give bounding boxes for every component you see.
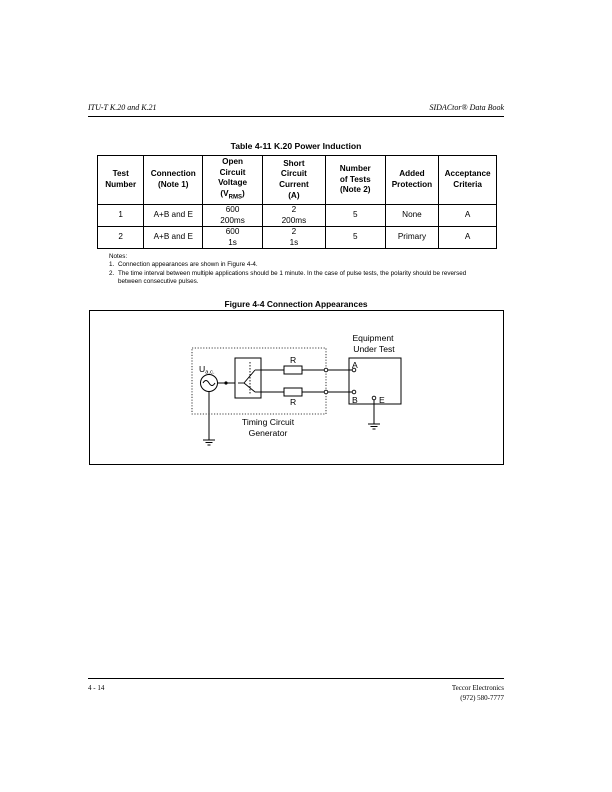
- note-item: 1. Connection appearances are shown in Figure 4-4.: [109, 261, 258, 269]
- switch-contacts: [238, 362, 261, 395]
- col-header-short-circuit-current: Short Circuit Current (A): [262, 156, 325, 205]
- power-induction-table: [97, 155, 497, 249]
- col-header-open-circuit-voltage: Open Circuit Voltage $(V_{RMS})$: [203, 156, 263, 205]
- col-header-added-protection: Added Protection: [385, 156, 439, 205]
- cell-added-protection: Primary: [385, 227, 439, 249]
- generator-terminal-b: [324, 390, 328, 394]
- cell-acceptance-criteria: A: [439, 227, 497, 249]
- table-notes: [109, 253, 489, 286]
- terminal-e-label: E: [379, 395, 385, 405]
- table-title: Table 4-11 K.20 Power Induction: [230, 141, 362, 151]
- table-header-row: [98, 156, 497, 205]
- header-rule: [88, 116, 504, 117]
- cell-acceptance-criteria: A: [439, 205, 497, 227]
- eut-terminal-e: [372, 396, 376, 400]
- ground-icon: [203, 440, 215, 445]
- company-name: Teccor Electronics: [451, 684, 504, 692]
- connection-appearances-diagram: [89, 310, 504, 465]
- cell-current: 2 1s: [262, 227, 325, 249]
- resistor-label-top: R: [290, 355, 297, 365]
- cell-number-of-tests: 5: [325, 227, 385, 249]
- col-header-acceptance-criteria: Acceptance Criteria: [439, 156, 497, 205]
- running-header-right: SIDACtor® Data Book: [429, 103, 504, 112]
- ground-icon: [368, 424, 380, 429]
- cell-test-number: 2: [98, 227, 144, 249]
- cell-voltage: 600 200ms: [203, 205, 263, 227]
- company-phone: (972) 580-7777: [460, 693, 504, 702]
- resistor-label-bottom: R: [290, 397, 297, 407]
- cell-voltage: 600 1s: [203, 227, 263, 249]
- cell-number-of-tests: 5: [325, 205, 385, 227]
- eut-terminal-b: [352, 390, 356, 394]
- note-item: 2. The time interval between multiple applications should be 1 minute. In the case of pulse tests, the polarity should be reversed between consecutive pulses.: [109, 269, 467, 285]
- resistor-top: [284, 366, 302, 374]
- footer-company: [452, 684, 504, 703]
- cell-added-protection: None: [385, 205, 439, 227]
- table-row: [98, 205, 497, 227]
- page-number: 4 - 14: [88, 684, 105, 692]
- footer-rule: [88, 678, 504, 679]
- col-header-test-number: Test Number: [98, 156, 144, 205]
- terminal-b-label: B: [352, 395, 358, 405]
- col-header-connection: Connection (Note 1): [144, 156, 203, 205]
- generator-label-line-1: Timing Circuit: [241, 417, 295, 427]
- equipment-label-line-2: Under Test: [353, 344, 395, 354]
- terminal-a-label: A: [352, 360, 358, 370]
- notes-label: Notes:: [109, 253, 128, 260]
- source-label: Ua.c.: [199, 364, 215, 376]
- equipment-label-line-1: Equipment: [352, 333, 394, 343]
- cell-connection: A+B and E: [144, 205, 203, 227]
- figure-title: Figure 4-4 Connection Appearances: [224, 299, 368, 309]
- running-header-left: ITU-T K.20 and K.21: [88, 103, 157, 112]
- cell-current: 2 200ms: [262, 205, 325, 227]
- source-junction-dot: [224, 381, 227, 384]
- cell-test-number: 1: [98, 205, 144, 227]
- generator-label-line-2: Generator: [248, 428, 288, 438]
- cell-connection: A+B and E: [144, 227, 203, 249]
- col-header-number-of-tests: Number of Tests (Note 2): [325, 156, 385, 205]
- resistor-bottom: [284, 388, 302, 396]
- generator-terminal-a: [324, 368, 328, 372]
- ac-source-symbol: [201, 375, 218, 392]
- table-row: [98, 227, 497, 249]
